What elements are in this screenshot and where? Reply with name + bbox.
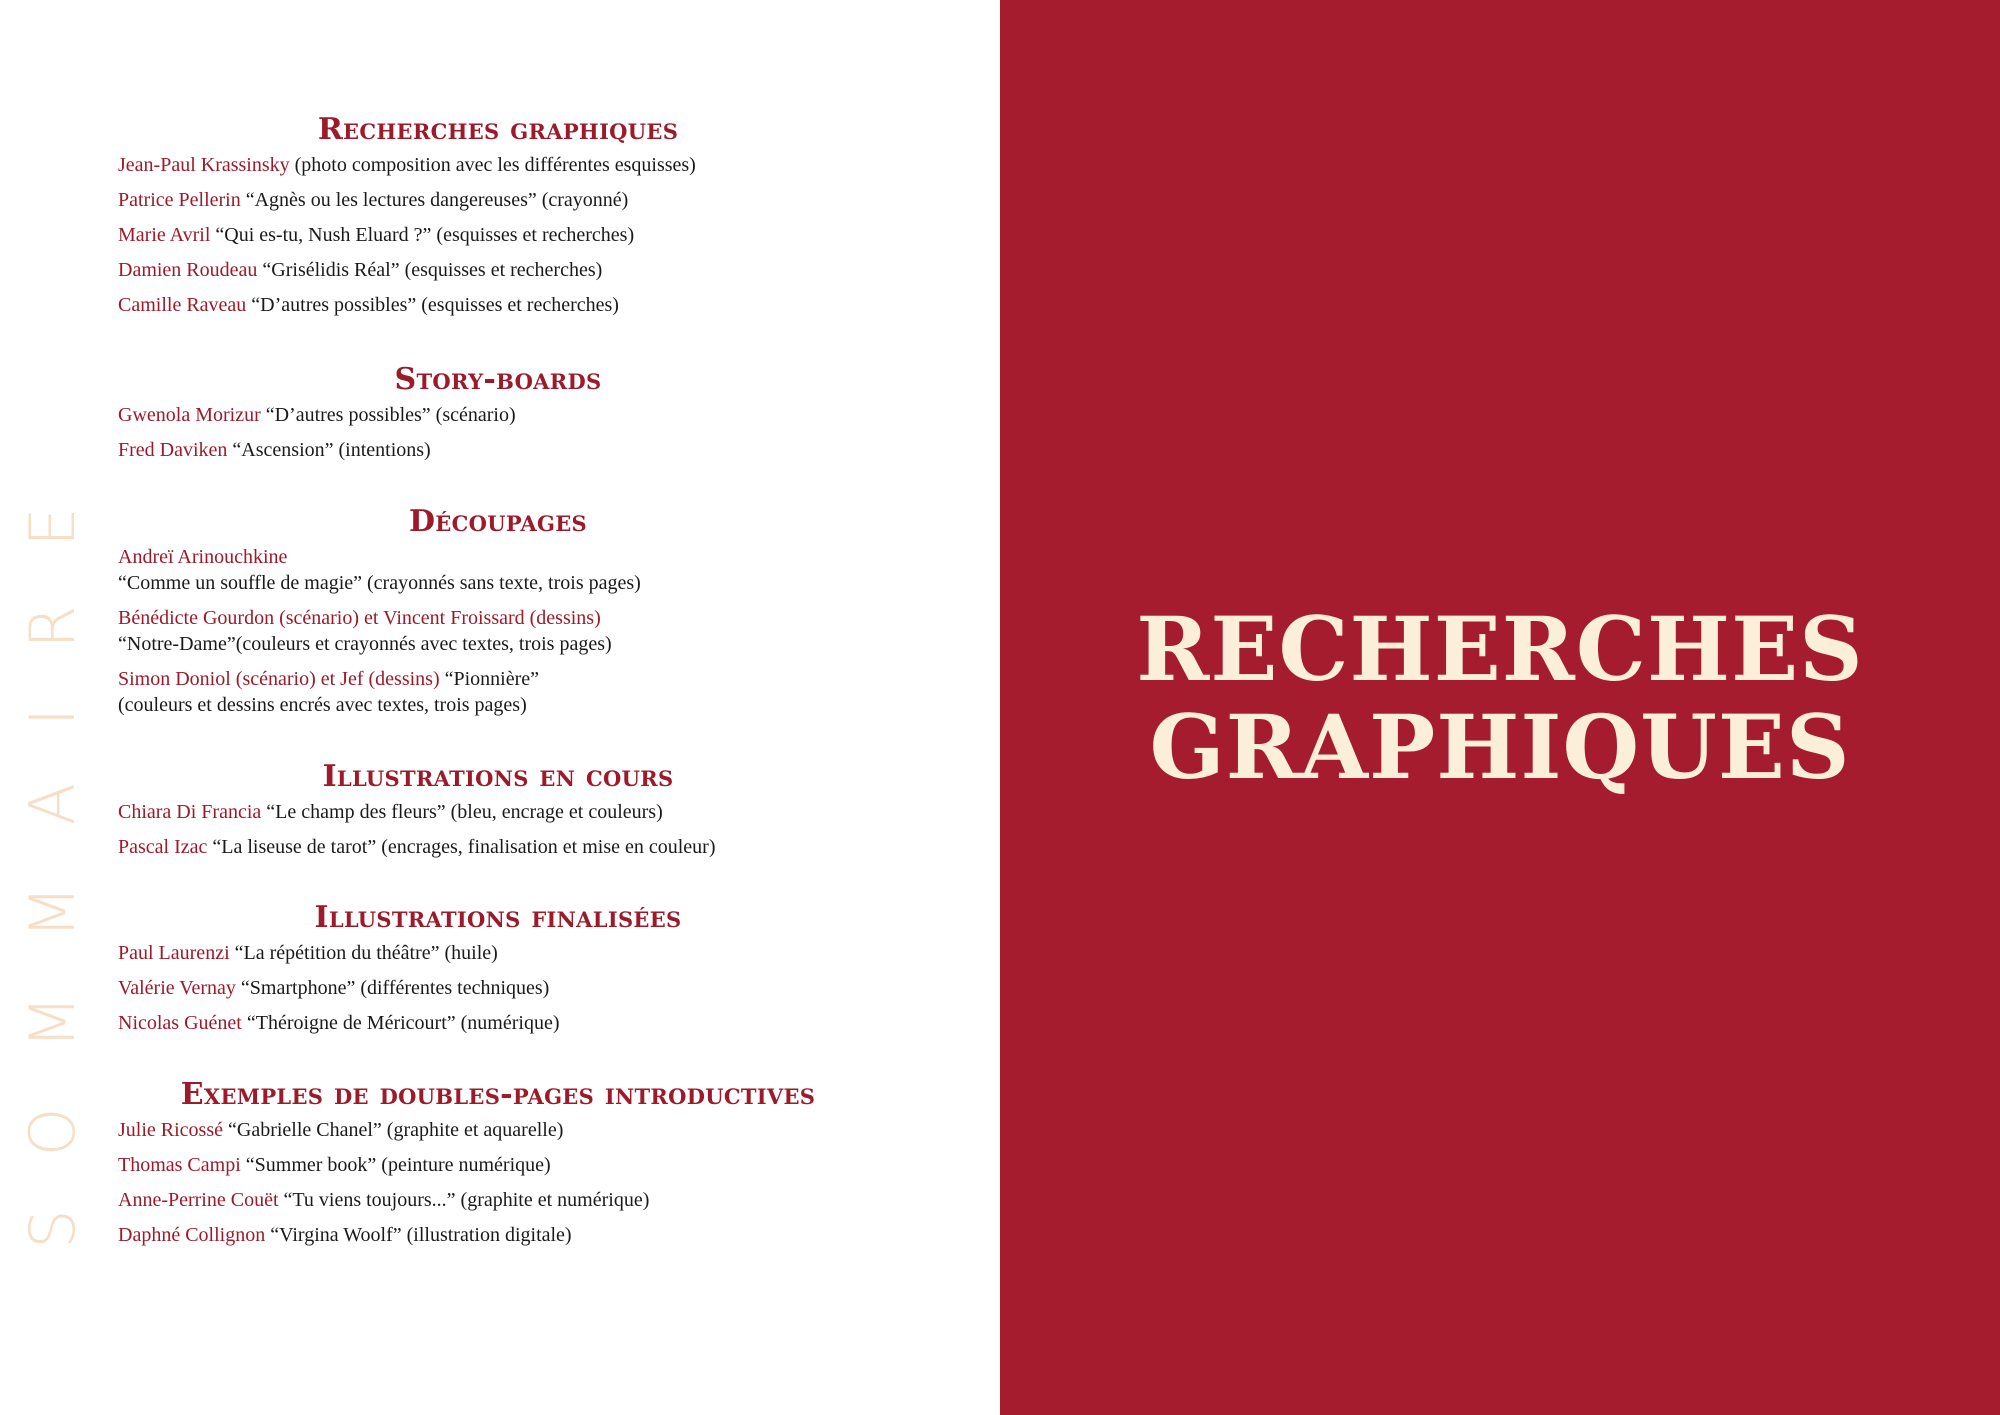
work-description: “Théroigne de Méricourt” (numérique) [241, 1012, 560, 1034]
list-item [118, 187, 878, 213]
list-item [118, 402, 878, 428]
list-item [118, 222, 878, 248]
list-item [118, 799, 878, 825]
vertical-letter: A [16, 782, 89, 826]
vertical-letter: O [16, 1107, 89, 1157]
section-doubles-pages [118, 1075, 878, 1257]
list-item [118, 605, 878, 657]
vertical-letter: I [16, 707, 89, 727]
section-illustrations-finalisees [118, 898, 878, 1045]
list-item [118, 152, 878, 178]
work-description: “Qui es-tu, Nush Eluard ?” (esquisses et recherches) [210, 224, 635, 246]
list-item [118, 437, 878, 463]
section-recherches-graphiques [118, 110, 878, 327]
author-name: Fred Daviken [118, 439, 228, 461]
author-name: Paul Laurenzi [118, 942, 230, 964]
list-item [118, 940, 878, 966]
work-description: (couleurs et dessins encrés avec textes, trois pages) [118, 694, 527, 716]
author-name: Chiara Di Francia [118, 801, 262, 823]
work-description: “Virgina Woolf” (illustration digitale) [265, 1224, 572, 1246]
work-description: “Agnès ou les lectures dangereuses” (crayonné) [240, 189, 629, 211]
author-name: Camille Raveau [118, 294, 247, 316]
list-item [118, 257, 878, 283]
list-item [118, 666, 878, 718]
work-description: “D’autres possibles” (scénario) [260, 404, 516, 426]
author-name: Bénédicte Gourdon (scénario) et Vincent Froissard (dessins) [118, 607, 601, 629]
work-description: “Comme un souffle de magie” (crayonnés sans texte, trois pages) [118, 572, 641, 594]
work-title: “Pionnière” [439, 668, 540, 690]
list-item [118, 834, 878, 860]
section-story-boards [118, 360, 878, 472]
list-item [118, 1010, 878, 1036]
chapter-title-line: RECHERCHES [1136, 597, 1864, 701]
section-decoupages [118, 502, 878, 727]
section-title: Story-boards [394, 362, 602, 397]
list-item [118, 292, 878, 318]
vertical-letter: R [16, 605, 89, 649]
author-name: Julie Ricossé [118, 1119, 223, 1141]
list-item [118, 1117, 878, 1143]
author-name: Jean-Paul Krassinsky [118, 154, 290, 176]
section-title: Exemples de doubles-pages introductives [180, 1077, 816, 1112]
author-name: Valérie Vernay [118, 977, 236, 999]
section-title: Illustrations en cours [322, 759, 674, 794]
work-description: “Tu viens toujours...” (graphite et numérique) [278, 1189, 650, 1211]
vertical-letter: E [16, 507, 89, 547]
section-title: Découpages [408, 504, 587, 539]
work-description: “Le champ des fleurs” (bleu, encrage et couleurs) [261, 801, 663, 823]
work-description: “D’autres possibles” (esquisses et recherches) [246, 294, 619, 316]
author-name: Nicolas Guénet [118, 1012, 242, 1034]
vertical-letter: M [16, 995, 89, 1049]
work-description: “Gabrielle Chanel” (graphite et aquarelle) [223, 1119, 564, 1141]
author-name: Patrice Pellerin [118, 189, 241, 211]
chapter-title [1000, 597, 2000, 799]
work-description: “Notre-Dame”(couleurs et crayonnés avec textes, trois pages) [118, 633, 612, 655]
author-name: Andreï Arinouchkine [118, 546, 288, 568]
section-title: Recherches graphiques [317, 112, 679, 147]
work-description: (photo composition avec les différentes esquisses) [289, 154, 696, 176]
author-name: Anne-Perrine Couët [118, 1189, 279, 1211]
author-name: Pascal Izac [118, 836, 208, 858]
work-description: “Summer book” (peinture numérique) [240, 1154, 551, 1176]
author-name: Gwenola Morizur [118, 404, 261, 426]
list-item [118, 1187, 878, 1213]
work-description: “La répétition du théâtre” (huile) [229, 942, 498, 964]
list-item [118, 1222, 878, 1248]
chapter-title-line: GRAPHIQUES [1149, 695, 1851, 799]
author-name: Daphné Collignon [118, 1224, 266, 1246]
work-description: “Ascension” (intentions) [227, 439, 431, 461]
section-title: Illustrations finalisées [314, 900, 682, 935]
author-name: Damien Roudeau [118, 259, 258, 281]
list-item [118, 1152, 878, 1178]
list-item [118, 544, 878, 596]
section-illustrations-en-cours [118, 757, 878, 869]
author-name: Simon Doniol (scénario) et Jef (dessins) [118, 668, 440, 690]
vertical-letter: M [16, 885, 89, 939]
vertical-letter: S [16, 1209, 89, 1249]
work-description: “La liseuse de tarot” (encrages, finalisation et mise en couleur) [207, 836, 716, 858]
work-description: “Grisélidis Réal” (esquisses et recherches) [257, 259, 603, 281]
work-description: “Smartphone” (différentes techniques) [235, 977, 550, 999]
author-name: Marie Avril [118, 224, 211, 246]
author-name: Thomas Campi [118, 1154, 241, 1176]
list-item [118, 975, 878, 1001]
